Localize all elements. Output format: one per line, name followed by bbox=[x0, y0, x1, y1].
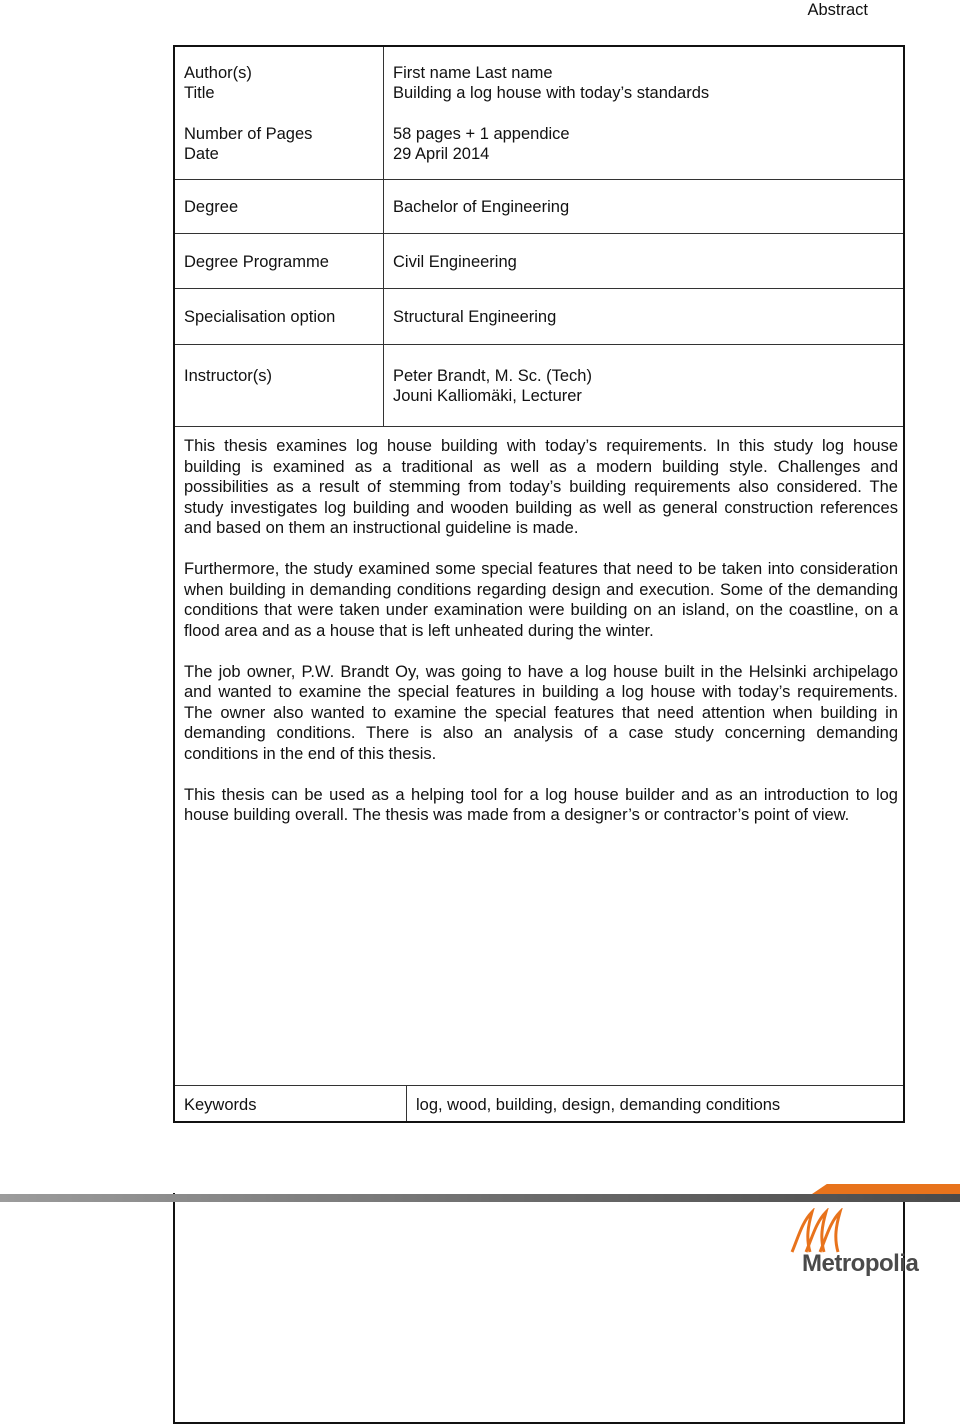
footer-accent-bar bbox=[812, 1184, 960, 1194]
specialisation-value: Structural Engineering bbox=[393, 308, 557, 326]
row-divider bbox=[175, 1085, 903, 1086]
instructor-1: Peter Brandt, M. Sc. (Tech) bbox=[393, 367, 592, 385]
column-divider bbox=[383, 47, 384, 426]
specialisation-label: Specialisation option bbox=[184, 308, 336, 326]
programme-label: Degree Programme bbox=[184, 253, 329, 271]
row-divider bbox=[175, 288, 903, 289]
title-label: Title bbox=[184, 84, 215, 102]
date-label: Date bbox=[184, 145, 219, 163]
abstract-body bbox=[184, 436, 898, 846]
footer-bar bbox=[0, 1194, 960, 1202]
instructors-label: Instructor(s) bbox=[184, 367, 273, 385]
row-divider bbox=[175, 179, 903, 180]
metropolia-logo-text: Metropolia bbox=[802, 1250, 919, 1277]
row-divider bbox=[175, 344, 903, 345]
abstract-paragraph: This thesis can be used as a helping tool for a log house builder and as an introduction to log house building overall. The thesis was made from a designer’s or contractor’s point of view. bbox=[184, 785, 898, 824]
degree-label: Degree bbox=[184, 198, 239, 216]
row-divider bbox=[175, 233, 903, 234]
pages-value: 58 pages + 1 appendice bbox=[393, 125, 570, 143]
metropolia-logo-icon bbox=[790, 1208, 850, 1256]
page-header-label: Abstract bbox=[807, 1, 868, 19]
pages-label: Number of Pages bbox=[184, 125, 313, 143]
programme-value: Civil Engineering bbox=[393, 253, 517, 271]
date-value: 29 April 2014 bbox=[393, 145, 490, 163]
page-mask bbox=[160, 1123, 920, 1193]
degree-value: Bachelor of Engineering bbox=[393, 198, 570, 216]
author-value: First name Last name bbox=[393, 64, 553, 82]
abstract-paragraph: The job owner, P.W. Brandt Oy, was going to have a log house built in the Helsinki archipelago and wanted to examine the special features in building a log house with today’s requirements. The owner also wanted to examine the special features that need attention when building in demanding conditions. There is also an analysis of a case study concerning demanding conditions in the end of this thesis. bbox=[184, 662, 898, 763]
abstract-paragraph: Furthermore, the study examined some special features that need to be taken into consideration when building in demanding conditions regarding design and execution. Some of the demanding conditions that were taken under examination were building on an island, on the coastline, on a flood area and as a house that is left unheated during the winter. bbox=[184, 560, 898, 640]
keywords-value: log, wood, building, design, demanding conditions bbox=[416, 1096, 781, 1114]
abstract-paragraph: This thesis examines log house building with today’s requirements. In this study log house building is examined as a traditional as well as a modern building style. Challenges and possibilities as a result of stemming from today’s building requirements also considered. The study investigates log building and wooden building as well as general construction references and based on them an instructional guideline is made. bbox=[184, 437, 898, 537]
column-divider bbox=[406, 1085, 407, 1125]
author-label: Author(s) bbox=[184, 64, 252, 82]
keywords-label: Keywords bbox=[184, 1096, 257, 1114]
row-divider bbox=[175, 426, 903, 427]
instructor-2: Jouni Kalliomäki, Lecturer bbox=[393, 387, 582, 405]
title-value: Building a log house with today’s standards bbox=[393, 84, 710, 102]
